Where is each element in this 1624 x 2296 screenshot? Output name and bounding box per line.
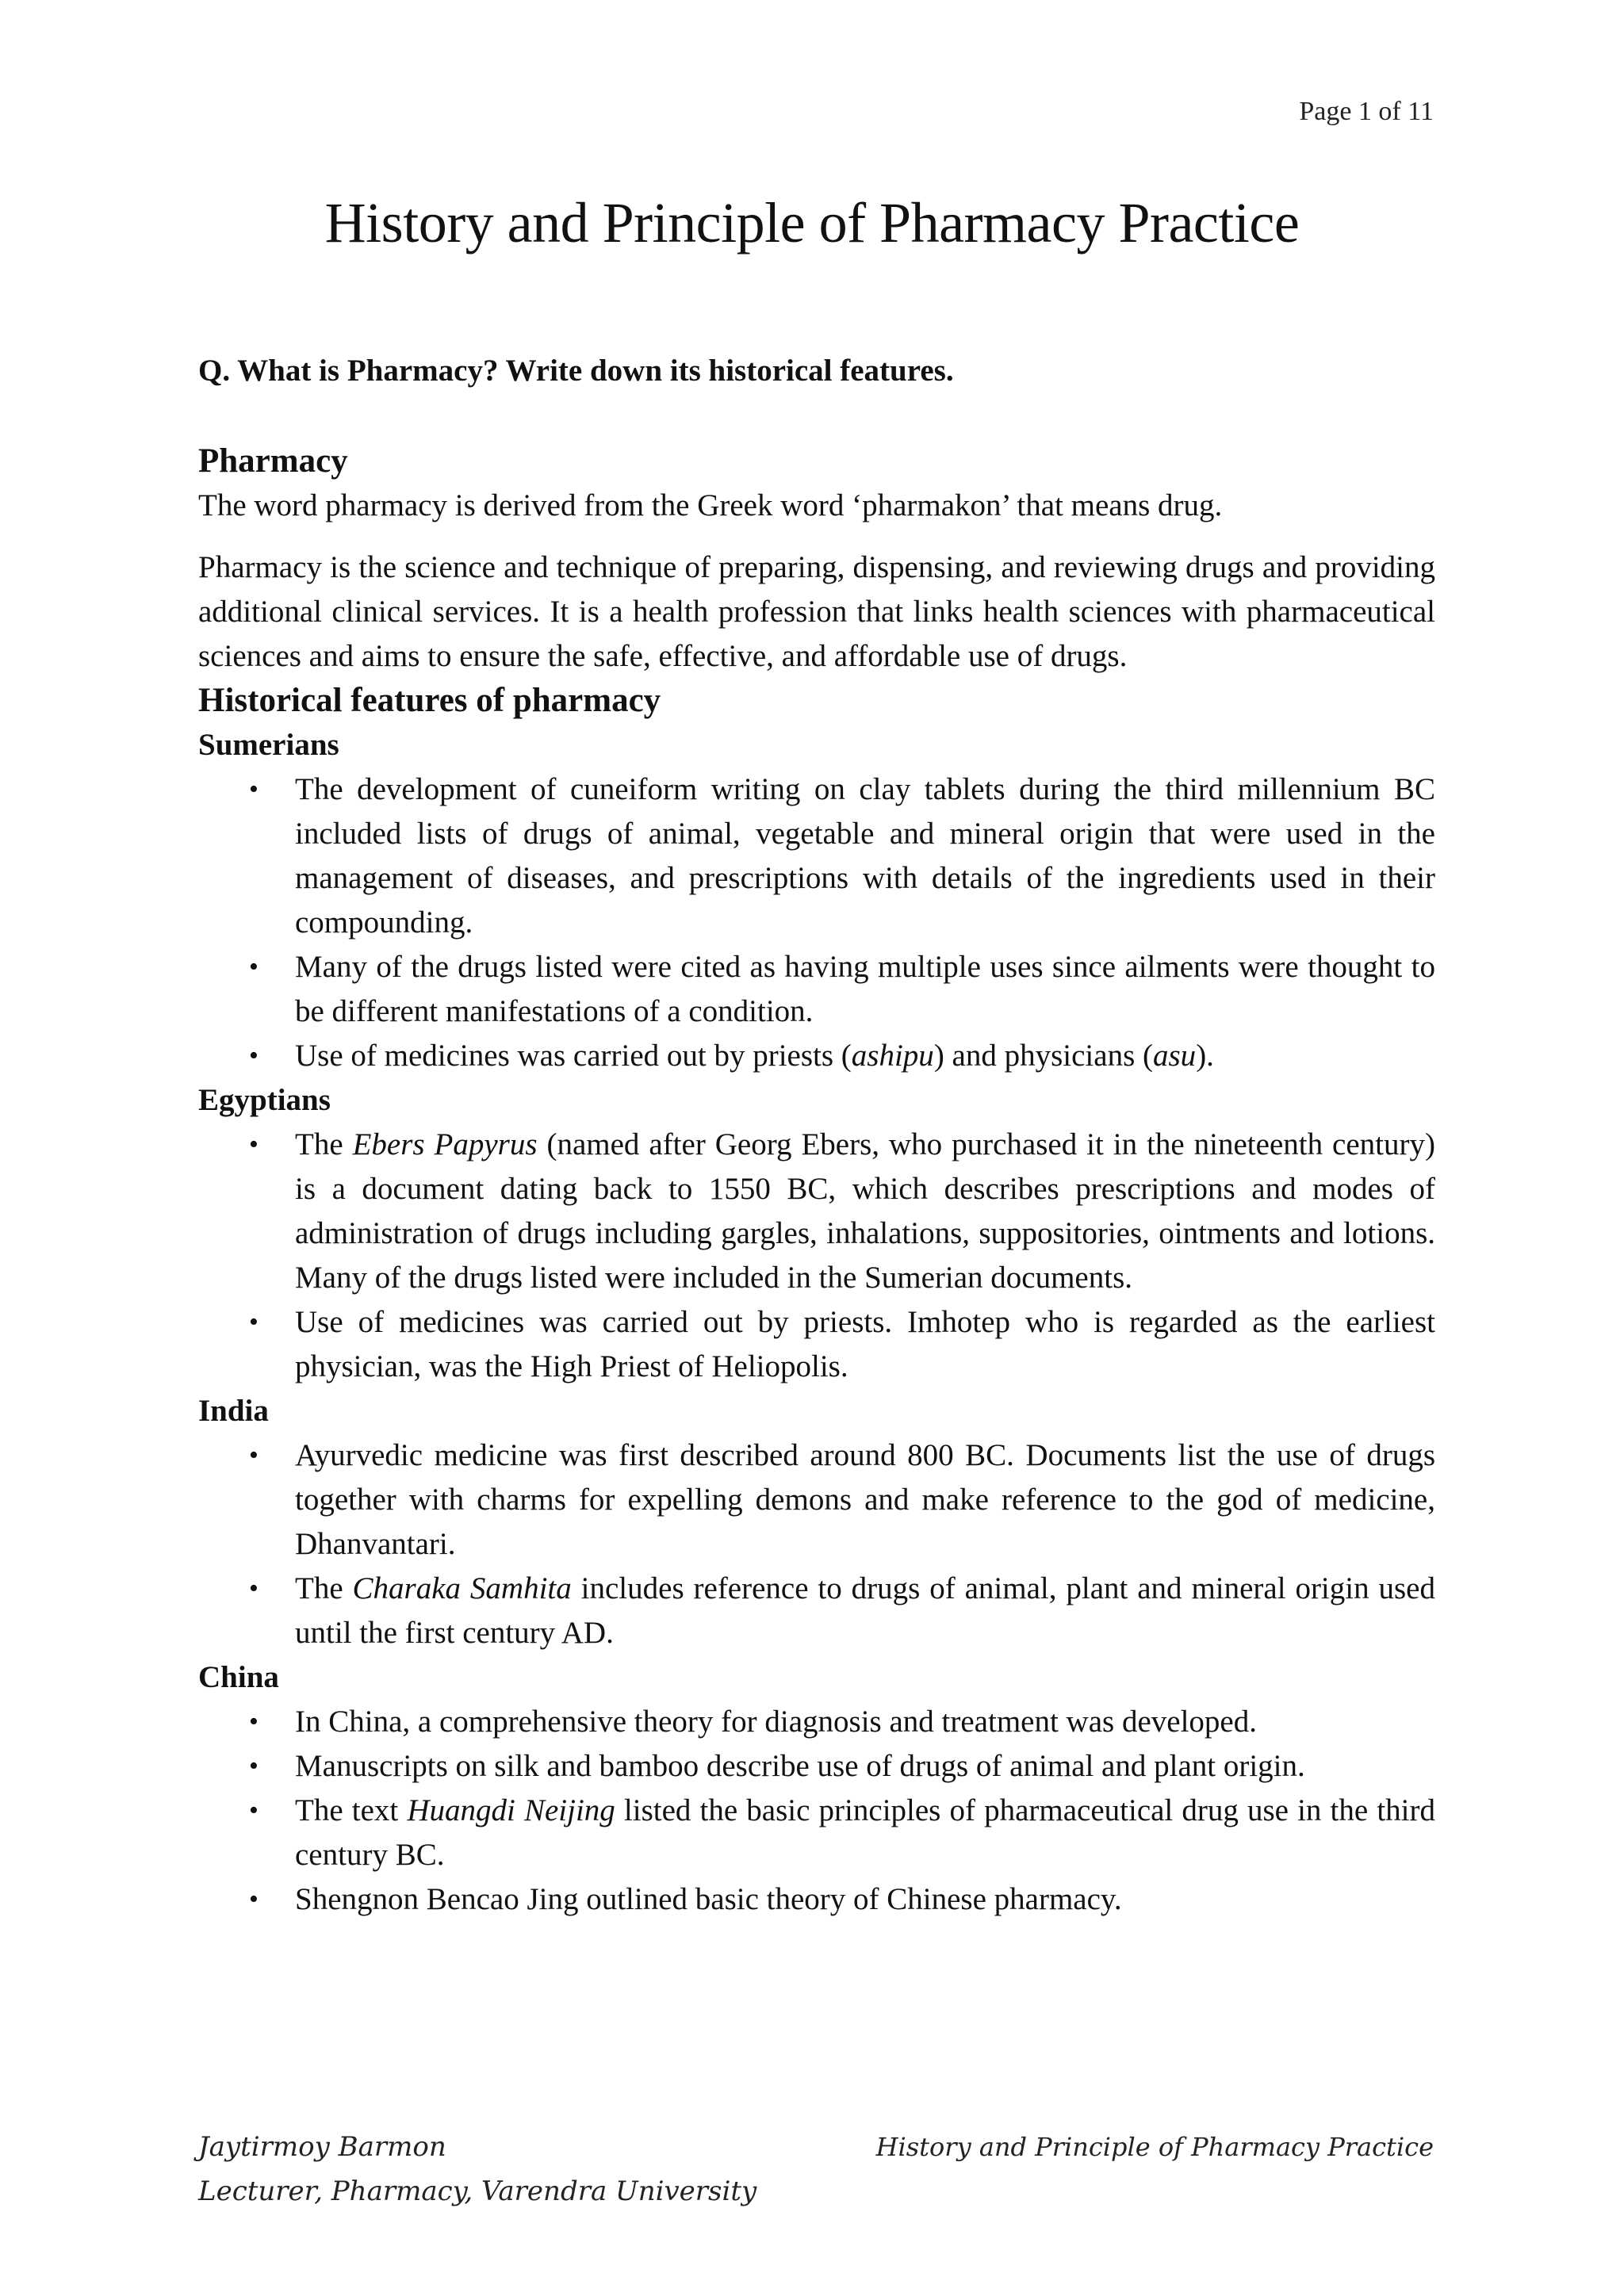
- list-item-text-part: ) and physicians (: [933, 1039, 1153, 1073]
- page-number: [1299, 97, 1434, 127]
- list-item-text: Ayurvedic medicine was first described around 800 BC. Documents list the use of drugs together with charms for expelling demons and make reference to the god of medicine, Dhanvantari.: [295, 1438, 1435, 1561]
- italic-term: ashipu: [851, 1039, 934, 1073]
- list-item-text-part: (named after Georg Ebers, who purchased it in the nineteenth century) is a document dating back to 1550 BC, which describes prescriptions and modes of administration of drugs including gargles, inhalations, suppositories, ointments and lotions. Many of the drugs listed were included in the Sumerian documents.: [295, 1127, 1435, 1295]
- subheading-india: India: [198, 1394, 269, 1428]
- list-item-text: Manuscripts on silk and bamboo describe use of drugs of animal and plant origin.: [295, 1749, 1305, 1783]
- page-of: of: [1378, 97, 1401, 126]
- list-item: [198, 1034, 1435, 1078]
- list-item: [198, 1789, 1435, 1877]
- section-heading-pharmacy: Pharmacy: [198, 442, 348, 480]
- question-heading: Q. What is Pharmacy? Write down its historical features.: [198, 354, 954, 388]
- list-item-text-part: includes reference to drugs of animal, plant and mineral origin used until the first century AD.: [295, 1571, 1435, 1650]
- list-item-text-part: The: [295, 1127, 353, 1161]
- footer-author-block: [198, 2125, 756, 2214]
- bullet-icon: •: [249, 1307, 259, 1337]
- document-title: History and Principle of Pharmacy Practice: [324, 191, 1300, 254]
- page-total: 11: [1408, 97, 1434, 126]
- bullet-icon: •: [249, 1885, 259, 1914]
- list-item-text-part: listed the basic principles of pharmaceutical drug use in the third century BC.: [295, 1793, 1435, 1872]
- bullet-icon: •: [249, 1441, 259, 1470]
- page-prefix: Page: [1299, 97, 1352, 126]
- bullet-icon: •: [249, 952, 259, 982]
- list-item-text: Shengnon Bencao Jing outlined basic theory of Chinese pharmacy.: [295, 1882, 1122, 1916]
- list-item-text-part: Use of medicines was carried out by priests (: [295, 1039, 852, 1073]
- list-item-text-part: The: [295, 1571, 353, 1605]
- list-item-text: In China, a comprehensive theory for diagnosis and treatment was developed.: [295, 1705, 1257, 1739]
- list-item: [198, 767, 1435, 945]
- list-item-text: Use of medicines was carried out by priests. Imhotep who is regarded as the earliest physician, was the High Priest of Heliopolis.: [295, 1305, 1435, 1383]
- footer-author: Jaytirmoy Barmon: [198, 2131, 446, 2163]
- footer-running-title: History and Principle of Pharmacy Practice: [875, 2132, 1434, 2162]
- bullet-icon: •: [249, 1041, 259, 1070]
- list-item-text-part: The text: [295, 1793, 408, 1827]
- bullet-icon: •: [249, 1130, 259, 1159]
- list-item: [198, 1433, 1435, 1567]
- bullet-icon: •: [249, 1796, 259, 1825]
- bullet-icon: •: [249, 1751, 259, 1781]
- italic-term: Ebers Papyrus: [352, 1127, 538, 1161]
- subheading-sumerians: Sumerians: [198, 728, 339, 762]
- section-heading-historical: Historical features of pharmacy: [198, 682, 661, 719]
- subheading-egyptians: Egyptians: [198, 1083, 331, 1117]
- india-list: [198, 1433, 1435, 1655]
- italic-term: asu: [1153, 1039, 1197, 1073]
- list-item: [198, 1567, 1435, 1655]
- egyptians-list: [198, 1123, 1435, 1389]
- list-item: [198, 1744, 1435, 1789]
- bullet-icon: •: [249, 1574, 259, 1603]
- subheading-china: China: [198, 1660, 279, 1694]
- italic-term: Charaka Samhita: [352, 1571, 572, 1605]
- document-body: [198, 349, 1435, 1922]
- pharmacy-definition-paragraph: The word pharmacy is derived from the Greek word ‘pharmakon’ that means drug.: [198, 488, 1223, 522]
- sumerians-list: [198, 767, 1435, 1078]
- list-item-text: The development of cuneiform writing on clay tablets during the third millennium BC included lists of drugs of animal, vegetable and mineral origin that were used in the management of diseases, and prescriptions with details of the ingredients used in their compounding.: [295, 772, 1435, 939]
- footer-affiliation: Lecturer, Pharmacy, Varendra University: [198, 2175, 757, 2207]
- bullet-icon: •: [249, 1707, 259, 1736]
- list-item-text: Many of the drugs listed were cited as having multiple uses since ailments were thought to be different manifestations of a condition.: [295, 950, 1435, 1028]
- list-item: [198, 1877, 1435, 1922]
- italic-term: Huangdi Neijing: [407, 1793, 615, 1827]
- list-item: [198, 1700, 1435, 1744]
- china-list: [198, 1700, 1435, 1922]
- bullet-icon: •: [249, 775, 259, 804]
- list-item: [198, 1123, 1435, 1300]
- list-item: [198, 945, 1435, 1034]
- list-item-text-part: ).: [1196, 1039, 1214, 1073]
- page-current: 1: [1358, 97, 1372, 126]
- pharmacy-description-paragraph: Pharmacy is the science and technique of preparing, dispensing, and reviewing drugs and providing additional clinical services. It is a health profession that links health sciences with pharmaceutical sciences and aims to ensure the safe, effective, and affordable use of drugs.: [198, 550, 1435, 673]
- list-item: [198, 1300, 1435, 1389]
